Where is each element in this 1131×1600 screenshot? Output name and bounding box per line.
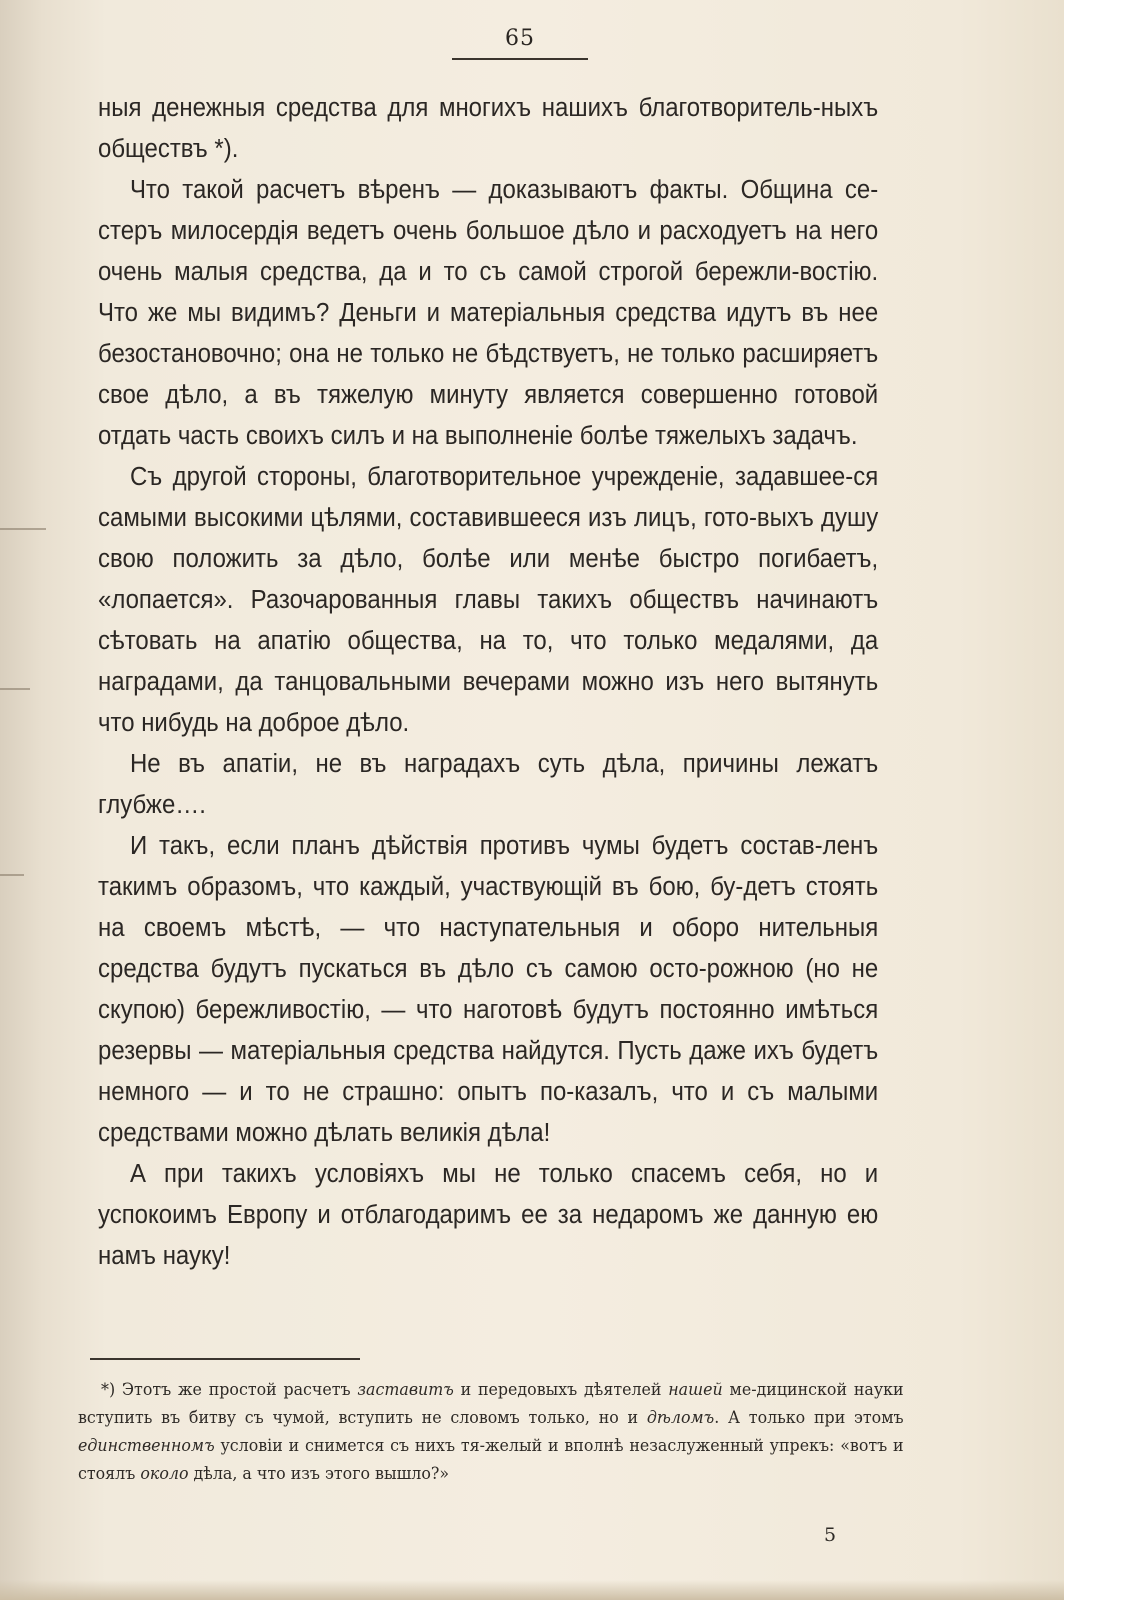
paragraph: А при такихъ условіяхъ мы не только спасемъ себя, но и успокоимъ Европу и отблагодаримъ ее за недаромъ же данную ею намъ науку! — [98, 1160, 879, 1270]
gutter-mark — [0, 688, 30, 690]
page-margin-background — [1064, 0, 1131, 1600]
footnote-rule — [90, 1358, 360, 1360]
page-bottom-shadow — [0, 1580, 1064, 1600]
paragraph: И такъ, если планъ дѣйствія противъ чумы будетъ состав-ленъ такимъ образомъ, что каждый, участвующій въ бою, бу-детъ стоять на своемъ мѣстѣ, — что наступательныя и оборо нительныя средства будутъ пускаться въ дѣло съ самою осто-рожною (но не скупою) бережливостію, — что наготовѣ будутъ постоянно имѣться резервы — матеріальныя средства найдутся. Пусть даже ихъ будетъ немного — и то не страшно: опытъ по-казалъ, что и съ малыми средствами можно дѣлать великія дѣла! — [98, 832, 879, 1147]
gutter-mark — [0, 874, 24, 876]
page-number: 65 — [505, 26, 535, 51]
footnote-marker: *) — [101, 1380, 116, 1399]
gutter-binding-marks — [0, 0, 70, 1600]
paragraph: ныя денежныя средства для многихъ нашихъ благотворитель-ныхъ обществъ *). — [98, 94, 879, 163]
body-text — [98, 88, 878, 1277]
paragraph: Не въ апатіи, не въ наградахъ суть дѣла, причины лежатъ глубже…. — [98, 750, 879, 819]
paragraph: Что такой расчетъ вѣренъ — доказываютъ факты. Община се-стеръ милосердія ведетъ очень большое дѣло и расходуетъ на него очень малыя средства, да и то съ самой строгой бережли-востію. Что же мы видимъ? Деньги и матеріальныя средства идутъ въ нее безостановочно; она не только не бѣдствуетъ, не только расширяетъ свое дѣло, а въ тяжелую минуту является совершенно готовой отдать часть своихъ силъ и на выполненіе болѣе тяжелыхъ задачъ. — [98, 176, 879, 450]
paragraph: Съ другой стороны, благотворительное учрежденіе, задавшее-ся самыми высокими цѣлями, составившееся изъ лицъ, гото-выхъ душу свою положить за дѣло, болѣе или менѣе быстро погибаетъ, «лопается». Разочарованныя главы такихъ обществъ начинаютъ сѣтовать на апатію общества, на то, что только медалями, да наградами, да танцовальными вечерами можно изъ него вытянуть что нибудь на доброе дѣло. — [98, 463, 879, 737]
printer-signature-mark: 5 — [823, 1524, 837, 1546]
header-rule — [452, 58, 588, 60]
gutter-mark — [0, 528, 46, 530]
footnote: *) Этотъ же простой расчетъ заставитъ и передовыхъ дѣятелей нашей ме-дицинской науки вступить въ битву съ чумой, вступить не словомъ только, но и дѣломъ. А только при этомъ единственномъ условіи и снимется съ нихъ тя-желый и вполнѣ незаслуженный упрекъ: «вотъ и стоялъ около дѣла, а что изъ этого вышло?» — [78, 1380, 904, 1483]
